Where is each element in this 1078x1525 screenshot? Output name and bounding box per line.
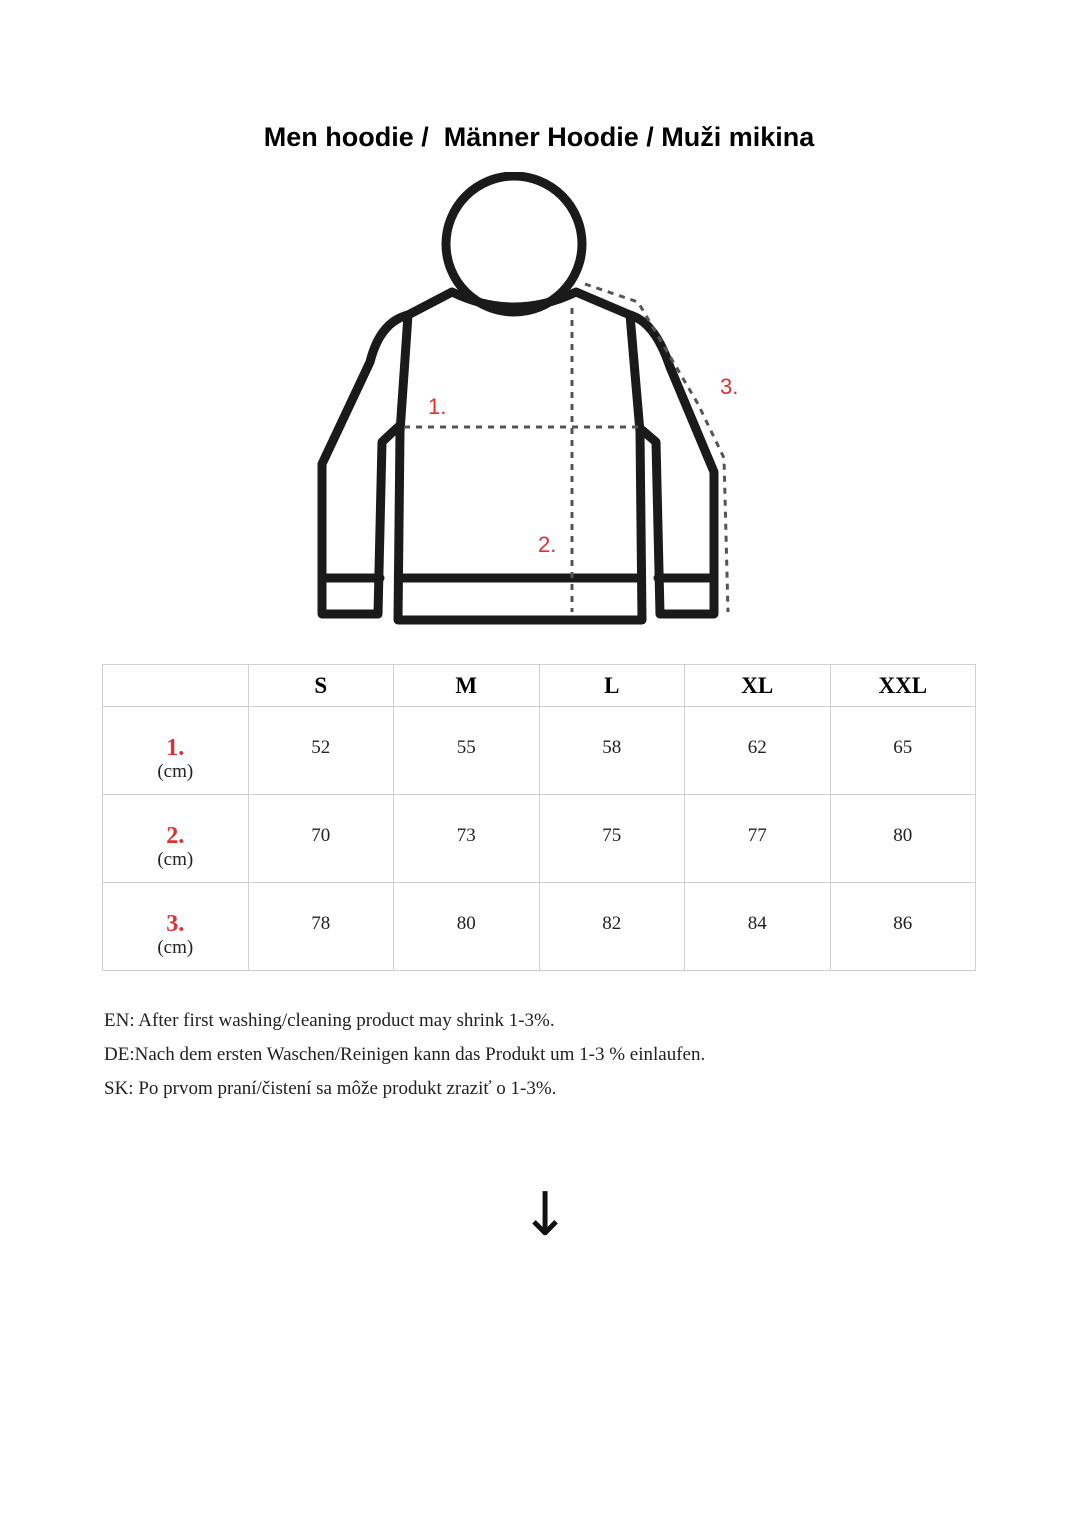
table-cell: 80 bbox=[830, 795, 976, 883]
table-cell: 78 bbox=[248, 883, 394, 971]
row-label bbox=[103, 883, 249, 971]
table-row bbox=[103, 883, 976, 971]
down-arrow-icon: ↓ bbox=[520, 1180, 571, 1250]
header-empty bbox=[103, 665, 249, 707]
table-row bbox=[103, 795, 976, 883]
row-label bbox=[103, 707, 249, 795]
note-de: DE:Nach dem ersten Waschen/Reinigen kann das Produkt um 1-3 % einlaufen. bbox=[104, 1044, 706, 1065]
note-en: EN: After first washing/cleaning product may shrink 1-3%. bbox=[104, 1010, 555, 1031]
note-sk: SK: Po prvom praní/čistení sa môže produkt zraziť o 1-3%. bbox=[104, 1078, 557, 1099]
hood-outline bbox=[446, 176, 582, 312]
table-cell: 65 bbox=[830, 707, 976, 795]
row-number: 3. bbox=[166, 911, 185, 937]
table-cell: 77 bbox=[685, 795, 831, 883]
table-cell: 84 bbox=[685, 883, 831, 971]
table-cell: 62 bbox=[685, 707, 831, 795]
table-cell: 75 bbox=[539, 795, 685, 883]
measure-label-1: 1. bbox=[428, 394, 447, 419]
row-label bbox=[103, 795, 249, 883]
hoodie-measurement-diagram bbox=[300, 172, 760, 632]
header-size-s: S bbox=[248, 665, 394, 707]
row-unit: (cm) bbox=[157, 937, 194, 958]
row-unit: (cm) bbox=[157, 761, 194, 782]
table-cell: 58 bbox=[539, 707, 685, 795]
size-header-row bbox=[103, 665, 976, 707]
measure-label-2: 2. bbox=[538, 532, 557, 557]
header-size-xxl: XXL bbox=[830, 665, 976, 707]
shrink-notes bbox=[104, 1009, 705, 1111]
table-cell: 80 bbox=[394, 883, 540, 971]
table-cell: 55 bbox=[394, 707, 540, 795]
row-unit: (cm) bbox=[157, 849, 194, 870]
table-cell: 52 bbox=[248, 707, 394, 795]
header-size-l: L bbox=[539, 665, 685, 707]
measure-label-3: 3. bbox=[720, 374, 739, 399]
table-cell: 73 bbox=[394, 795, 540, 883]
size-table bbox=[102, 664, 976, 971]
table-cell: 82 bbox=[539, 883, 685, 971]
header-size-xl: XL bbox=[685, 665, 831, 707]
table-cell: 70 bbox=[248, 795, 394, 883]
hoodie-body-outline bbox=[398, 292, 642, 620]
row-number: 1. bbox=[166, 735, 185, 761]
table-row bbox=[103, 707, 976, 795]
header-size-m: M bbox=[394, 665, 540, 707]
table-cell: 86 bbox=[830, 883, 976, 971]
row-number: 2. bbox=[166, 823, 185, 849]
page-title: Men hoodie / Männer Hoodie / Muži mikina bbox=[263, 122, 815, 152]
